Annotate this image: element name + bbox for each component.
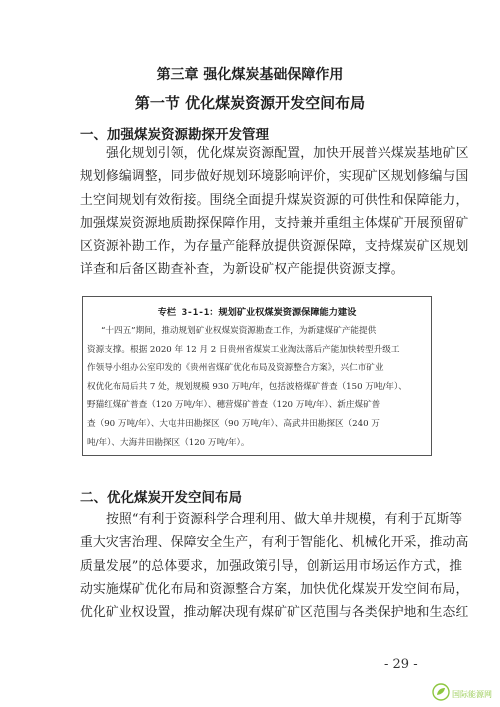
- paragraph-2-line: 按照“有利于资源科学合理利用、做大单井规模，有利于瓦斯等: [106, 512, 463, 527]
- paragraph-1-line: 区资源补勘工作，为存量产能释放提供资源保障，支持煤炭矿区规划: [80, 239, 469, 255]
- paragraph-1-line: 详查和后备区勘查补查，为新设矿权产能提供资源支撑。: [80, 262, 404, 278]
- page-number: - 29 -: [384, 657, 418, 672]
- paragraph-2-line: 质量发展”的总体要求，加强政策引导，创新运用市场运作方式，推: [80, 558, 463, 574]
- paragraph-1-line: 强化规划引领，优化煤炭资源配置，加快开展普兴煤炭基地矿区: [106, 146, 469, 161]
- callout-box: [82, 296, 432, 456]
- callout-line: 作领导小组办公室印发的《贵州省煤矿优化布局及资源整合方案》，兴仁市矿业: [87, 363, 384, 374]
- paragraph-1: [80, 142, 469, 282]
- watermark-text: 国际能源网: [452, 690, 492, 699]
- callout-line: 资源支撑。根据 2020 年 12 月 2 日贵州省煤炭工业淘汰落后产能加快转型升级工: [87, 344, 400, 355]
- paragraph-1-line: 规划修编调整，同步做好规划环境影响评价，实现矿区规划修编与国: [80, 169, 469, 185]
- leaf-logo-icon: [432, 683, 450, 701]
- paragraph-1-line: 土空间规划有效衔接。围绕全面提升煤炭资源的可供性和保障能力，: [80, 192, 469, 208]
- paragraph-2-line: 重大灾害治理、保障安全生产，有利于智能化、机械化开采，推动高: [80, 535, 469, 551]
- chapter-title: 第三章 强化煤炭基础保障作用: [156, 67, 344, 83]
- callout-line: 查（90 万吨/年）、大屯井田勘探区（90 万吨/年）、高武井田勘探区（240 万: [87, 418, 380, 429]
- paragraph-2-line: 动实施煤矿优化布局和资源整合方案，加快优化煤炭开发空间布局，: [80, 581, 469, 597]
- callout-title: 专栏 3-1-1：规划矿业权煤炭资源保障能力建设: [157, 307, 357, 318]
- subheading-2: 二、优化煤炭开发空间布局: [80, 490, 242, 506]
- callout-line: 野猫红煤矿普查（120 万吨/年）、穗营煤矿普查（120 万吨/年）、新庄煤矿普: [87, 400, 381, 411]
- paragraph-1-line: 加强煤炭资源地质勘探保障作用，支持兼并重组主体煤矿开展预留矿: [80, 215, 469, 231]
- subheading-1: 一、加强煤炭资源勘探开发管理: [80, 127, 269, 143]
- section-title: 第一节 优化煤炭资源开发空间布局: [134, 94, 366, 112]
- callout-body: [87, 322, 427, 452]
- paragraph-2-line: 优化矿业权设置，推动解决现有煤矿矿区范围与各类保护地和生态红: [80, 605, 469, 621]
- paragraph-2: [80, 508, 469, 624]
- watermark: [432, 683, 496, 703]
- callout-line: 吨/年）、大海井田勘探区（120 万吨/年）。: [87, 437, 250, 448]
- callout-line: 权优化布局后共 7 处，规划规模 930 万吨/年，包括波格煤矿普查（150 万吨/年）、: [87, 381, 407, 392]
- callout-line: “十四五”期间，推动规划矿业权煤炭资源勘查工作，为新建煤矿产能提供: [101, 326, 377, 336]
